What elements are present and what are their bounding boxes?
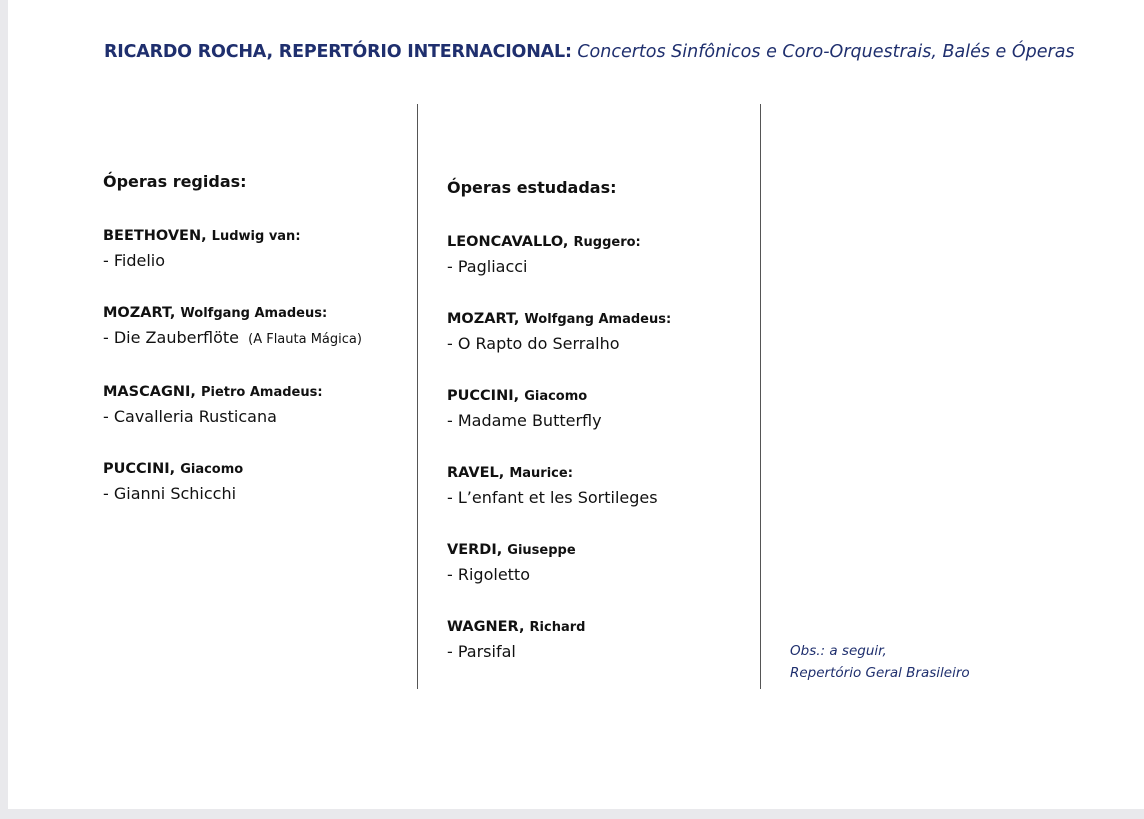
composer-surname: LEONCAVALLO,	[447, 234, 569, 250]
composer-surname: PUCCINI,	[447, 388, 520, 404]
composer-first-name: Giacomo	[524, 389, 588, 404]
observation-line: Obs.: a seguir,	[790, 643, 887, 659]
composer-name	[103, 303, 413, 324]
opera-title: - Rigoletto	[447, 565, 530, 584]
composer-first-name: Richard	[529, 620, 586, 635]
observation-note	[790, 640, 970, 684]
composer-surname: RAVEL,	[447, 465, 505, 481]
opera-title: - Parsifal	[447, 642, 516, 661]
opera-entry	[103, 459, 413, 506]
document-title	[104, 42, 1075, 62]
section-heading: Óperas regidas:	[103, 172, 247, 191]
opera-translation-note: (A Flauta Mágica)	[248, 332, 362, 347]
composer-name	[103, 226, 413, 247]
opera-entry	[447, 386, 757, 433]
operas-studied-column	[447, 178, 757, 694]
opera-title-text: - Fidelio	[103, 251, 166, 270]
opera-title	[103, 249, 413, 273]
opera-entry	[103, 303, 413, 352]
section-heading: Óperas estudadas:	[447, 178, 617, 197]
opera-title-text: - Cavalleria Rusticana	[103, 407, 277, 426]
composer-first-name: Wolfgang Amadeus:	[180, 306, 328, 321]
composer-first-name: Ruggero:	[573, 235, 641, 250]
document-page	[8, 0, 1144, 809]
opera-entry	[447, 540, 757, 587]
opera-entry	[447, 463, 757, 510]
composer-first-name: Maurice:	[509, 466, 573, 481]
opera-entry	[447, 309, 757, 356]
composer-surname: BEETHOVEN,	[103, 228, 207, 244]
composer-name	[447, 232, 757, 253]
composer-surname: PUCCINI,	[103, 461, 176, 477]
opera-title-text: - Gianni Schicchi	[103, 484, 237, 503]
opera-entry	[447, 617, 757, 664]
composer-name	[103, 459, 413, 480]
opera-entry	[447, 232, 757, 279]
composer-surname: VERDI,	[447, 542, 503, 558]
composer-name	[447, 463, 757, 484]
composer-name	[447, 617, 757, 638]
composer-first-name: Pietro Amadeus:	[200, 385, 323, 400]
composer-name	[447, 540, 757, 561]
composer-first-name: Ludwig van:	[211, 229, 301, 244]
opera-title	[103, 326, 413, 352]
opera-entry	[103, 382, 413, 429]
composer-name	[447, 386, 757, 407]
opera-title	[103, 405, 413, 429]
opera-title: - Pagliacci	[447, 257, 528, 276]
opera-title: - Madame Butterfly	[447, 411, 602, 430]
opera-title: - L’enfant et les Sortileges	[447, 488, 658, 507]
title-subtitle: Concertos Sinfônicos e Coro-Orquestrais, Balés e Óperas	[577, 42, 1075, 62]
composer-surname: WAGNER,	[447, 619, 525, 635]
observation-line: Repertório Geral Brasileiro	[790, 665, 970, 681]
composer-first-name: Wolfgang Amadeus:	[524, 312, 672, 327]
opera-title: - O Rapto do Serralho	[447, 334, 620, 353]
composer-surname: MOZART,	[447, 311, 520, 327]
column-divider-left	[417, 104, 418, 689]
opera-title-text: - Die Zauberflöte	[103, 328, 240, 347]
composer-surname: MASCAGNI,	[103, 384, 196, 400]
composer-surname: MOZART,	[103, 305, 176, 321]
column-divider-right	[760, 104, 761, 689]
composer-name	[103, 382, 413, 403]
composer-first-name: Giuseppe	[507, 543, 576, 558]
opera-entry	[103, 226, 413, 273]
operas-conducted-column	[103, 172, 413, 536]
title-name: RICARDO ROCHA, REPERTÓRIO INTERNACIONAL:	[104, 42, 572, 62]
composer-name	[447, 309, 757, 330]
opera-title	[103, 482, 413, 506]
composer-first-name: Giacomo	[180, 462, 244, 477]
